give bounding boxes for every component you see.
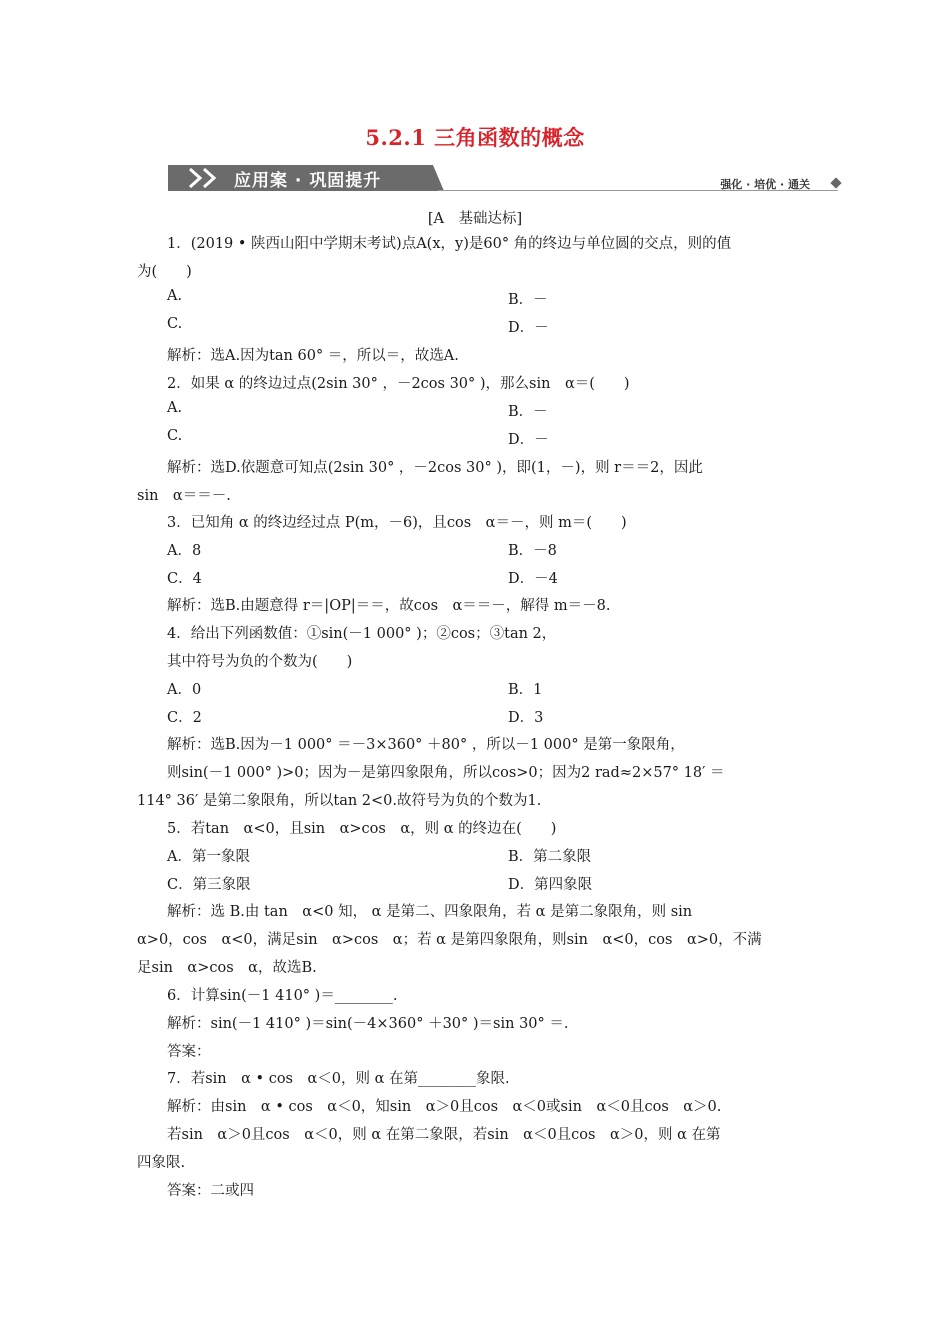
solution-text: 四象限. [137, 1155, 186, 1171]
section-heading: [A 基础达标] [427, 211, 523, 227]
solution-text: 解析：选A.因为tan 60° ＝，所以＝，故选A. [167, 348, 459, 364]
option-a: A．第一象限 [167, 849, 250, 865]
document-title: 5.2.1 三角函数的概念 [365, 125, 585, 150]
option-a: A. [167, 400, 183, 416]
option-a: A. [167, 288, 183, 304]
question-stem: 1．(2019 • 陕西山阳中学期末考试)点A(x，y)是60° 角的终边与单位圆的交点，则的值 [167, 236, 732, 252]
option-d: D．－4 [508, 571, 558, 587]
option-c: C．2 [167, 710, 202, 726]
solution-text: 则sin(－1 000° )>0；因为－是第四象限角，所以cos>0；因为2 rad≈2×57° 18′ ＝ [167, 765, 725, 781]
chevron-right-icon [202, 168, 218, 188]
option-c: C．4 [167, 571, 202, 587]
option-a: A．8 [167, 543, 202, 559]
solution-text: 解析：选D.依题意可知点(2sin 30° ，－2cos 30° )，即(1，－)，则 r＝＝2，因此 [167, 460, 703, 476]
option-a: A．0 [167, 682, 202, 698]
solution-text: 解析：由sin α • cos α＜0，知sin α＞0且cos α＜0或sin α＜0且cos α＞0. [167, 1099, 722, 1115]
solution-text: 解析：sin(－1 410° )＝sin(－4×360° ＋30° )＝sin 30° ＝. [167, 1016, 569, 1032]
section-banner [168, 162, 840, 194]
option-b: B．－ [508, 404, 548, 420]
banner-tagline: 强化 · 培优 · 通关 [720, 178, 810, 191]
solution-text: 足sin α>cos α，故选B. [137, 960, 317, 976]
banner-right-label: 巩固提升 [309, 171, 382, 191]
solution-text: sin α＝＝－. [137, 488, 231, 504]
solution-text: 若sin α＞0且cos α＜0，则 α 在第二象限，若sin α＜0且cos α＞0，则 α 在第 [167, 1127, 721, 1143]
question-stem: 为( ) [137, 264, 192, 280]
banner-text [234, 166, 381, 191]
question-stem: 其中符号为负的个数为( ) [167, 654, 353, 670]
solution-text: α>0，cos α<0，满足sin α>cos α；若 α 是第四象限角，则sin α<0，cos α>0，不满 [137, 932, 762, 948]
question-stem: 5．若tan α<0，且sin α>cos α，则 α 的终边在( ) [167, 821, 557, 837]
banner-left-label: 应用案 [234, 171, 288, 191]
option-b: B．－ [508, 292, 548, 308]
solution-text: 解析：选B.由题意得 r＝|OP|＝＝，故cos α＝＝－，解得 m＝－8. [167, 598, 611, 614]
banner-dot: · [294, 171, 303, 191]
option-b: B．－8 [508, 543, 557, 559]
option-b: B．1 [508, 682, 543, 698]
option-d: D．第四象限 [508, 877, 593, 893]
diamond-icon [830, 177, 841, 188]
question-stem: 6．计算sin(－1 410° )＝________. [167, 988, 398, 1004]
answer-text: 答案：二或四 [167, 1183, 254, 1199]
option-c: C. [167, 428, 183, 444]
question-stem: 4．给出下列函数值：①sin(－1 000° )；②cos；③tan 2， [167, 626, 557, 642]
question-stem: 2．如果 α 的终边过点(2sin 30° ，－2cos 30° )，那么sin α＝( ) [167, 376, 630, 392]
option-c: C. [167, 316, 183, 332]
option-d: D．3 [508, 710, 544, 726]
question-stem: 7．若sin α • cos α＜0，则 α 在第________象限. [167, 1071, 510, 1087]
option-d: D．－ [508, 320, 549, 336]
answer-text: 答案： [167, 1044, 211, 1060]
option-d: D．－ [508, 432, 549, 448]
question-stem: 3．已知角 α 的终边经过点 P(m，－6)，且cos α＝－，则 m＝( ) [167, 515, 627, 531]
option-b: B．第二象限 [508, 849, 592, 865]
option-c: C．第三象限 [167, 877, 251, 893]
solution-text: 114° 36′ 是第二象限角，所以tan 2<0.故符号为负的个数为1. [137, 793, 542, 809]
solution-text: 解析：选B.因为－1 000° ＝－3×360° ＋80° ，所以－1 000° 是第一象限角， [167, 737, 685, 753]
solution-text: 解析：选 B.由 tan α<0 知， α 是第二、四象限角，若 α 是第二象限角，则 sin [167, 904, 693, 920]
